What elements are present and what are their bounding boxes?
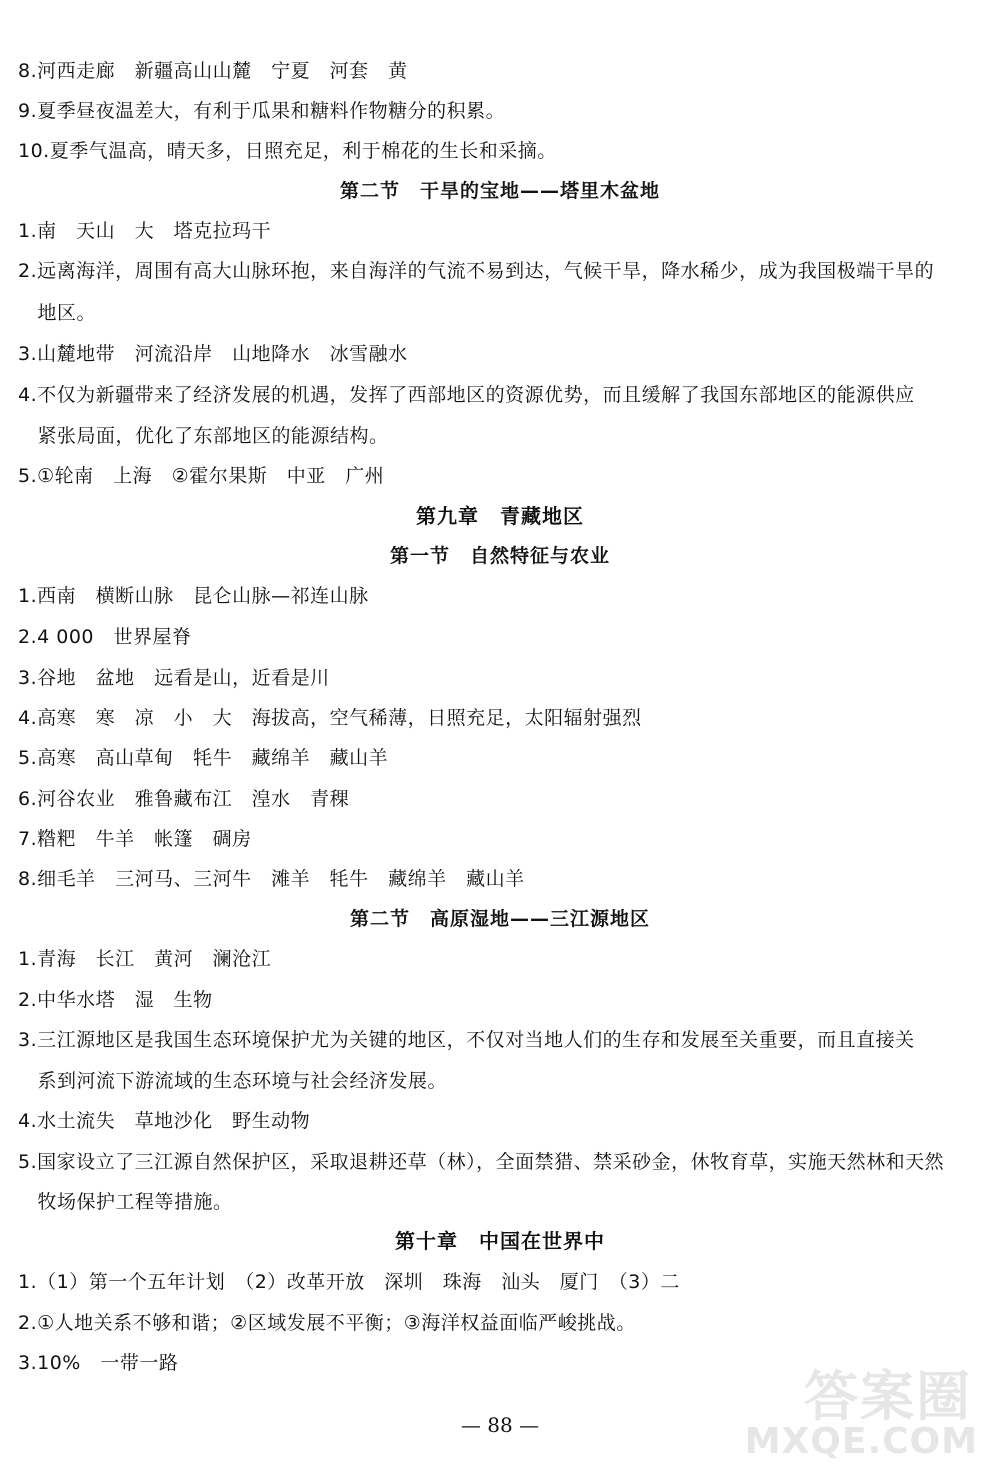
answer-line: 1.青海 长江 黄河 澜沧江 bbox=[18, 948, 272, 970]
answer-line: 紧张局面，优化了东部地区的能源结构。 bbox=[18, 425, 389, 447]
answer-line: 系到河流下游流域的生态环境与社会经济发展。 bbox=[18, 1070, 448, 1092]
answer-line: 地区。 bbox=[18, 302, 97, 324]
watermark-logo bbox=[740, 1346, 990, 1466]
answer-line: 5.高寒 高山草甸 牦牛 藏绵羊 藏山羊 bbox=[18, 747, 389, 769]
answer-line: 10.夏季气温高，晴天多，日照充足，利于棉花的生长和采摘。 bbox=[18, 140, 557, 162]
answer-line: 4.水土流失 草地沙化 野生动物 bbox=[18, 1110, 311, 1132]
answer-line: 1.（1）第一个五年计划 （2）改革开放 深圳 珠海 汕头 厦门 （3）二 bbox=[18, 1271, 680, 1293]
answer-line: 牧场保护工程等措施。 bbox=[18, 1191, 233, 1213]
answer-line: 3.山麓地带 河流沿岸 山地降水 冰雪融水 bbox=[18, 343, 408, 365]
answer-line: 8.细毛羊 三河马、三河牛 滩羊 牦牛 藏绵羊 藏山羊 bbox=[18, 868, 525, 890]
answer-line: 2.4 000 世界屋脊 bbox=[18, 626, 192, 648]
watermark-text: 答案圈 bbox=[804, 1365, 972, 1428]
answer-line: 5.①轮南 上海 ②霍尔果斯 中亚 广州 bbox=[18, 465, 385, 487]
answer-line: 9.夏季昼夜温差大，有利于瓜果和糖料作物糖分的积累。 bbox=[18, 100, 506, 122]
answer-line: 3.三江源地区是我国生态环境保护尤为关键的地区，不仅对当地人们的生存和发展至关重要，而且直接关 bbox=[18, 1029, 915, 1051]
section-title: 第一节 自然特征与农业 bbox=[389, 545, 610, 567]
answer-line: 1.西南 横断山脉 昆仑山脉—祁连山脉 bbox=[18, 585, 369, 607]
watermark-url: MXQE.COM bbox=[744, 1421, 978, 1462]
chapter-title: 第九章 青藏地区 bbox=[416, 504, 584, 528]
answer-line: 4.不仅为新疆带来了经济发展的机遇，发挥了西部地区的资源优势，而且缓解了我国东部地区的能源供应 bbox=[18, 384, 915, 406]
answer-line: 6.河谷农业 雅鲁藏布江 湟水 青稞 bbox=[18, 788, 350, 810]
answer-line: 2.中华水塔 湿 生物 bbox=[18, 989, 213, 1011]
chapter-title: 第十章 中国在世界中 bbox=[395, 1229, 605, 1253]
answer-line: 5.国家设立了三江源自然保护区，采取退耕还草（林），全面禁猎、禁采砂金，休牧育草，实施天然林和天然 bbox=[18, 1151, 945, 1173]
page-number: — 88 — bbox=[460, 1413, 540, 1437]
section-title: 第二节 干旱的宝地——塔里木盆地 bbox=[339, 180, 660, 202]
answer-line: 3.10% 一带一路 bbox=[18, 1352, 179, 1374]
answer-line: 1.南 天山 大 塔克拉玛干 bbox=[18, 220, 272, 242]
answer-line: 3.谷地 盆地 远看是山，近看是川 bbox=[18, 667, 330, 689]
answer-line: 2.①人地关系不够和谐；②区域发展不平衡；③海洋权益面临严峻挑战。 bbox=[18, 1312, 636, 1334]
answer-line: 2.远离海洋，周围有高大山脉环抱，来自海洋的气流不易到达，气候干旱，降水稀少，成为我国极端干旱的 bbox=[18, 260, 935, 282]
section-title: 第二节 高原湿地——三江源地区 bbox=[349, 908, 650, 930]
answer-line: 4.高寒 寒 凉 小 大 海拔高，空气稀薄，日照充足，太阳辐射强烈 bbox=[18, 707, 642, 729]
answer-line: 8.河西走廊 新疆高山山麓 宁夏 河套 黄 bbox=[18, 60, 408, 82]
answer-line: 7.糌粑 牛羊 帐篷 碉房 bbox=[18, 828, 252, 850]
